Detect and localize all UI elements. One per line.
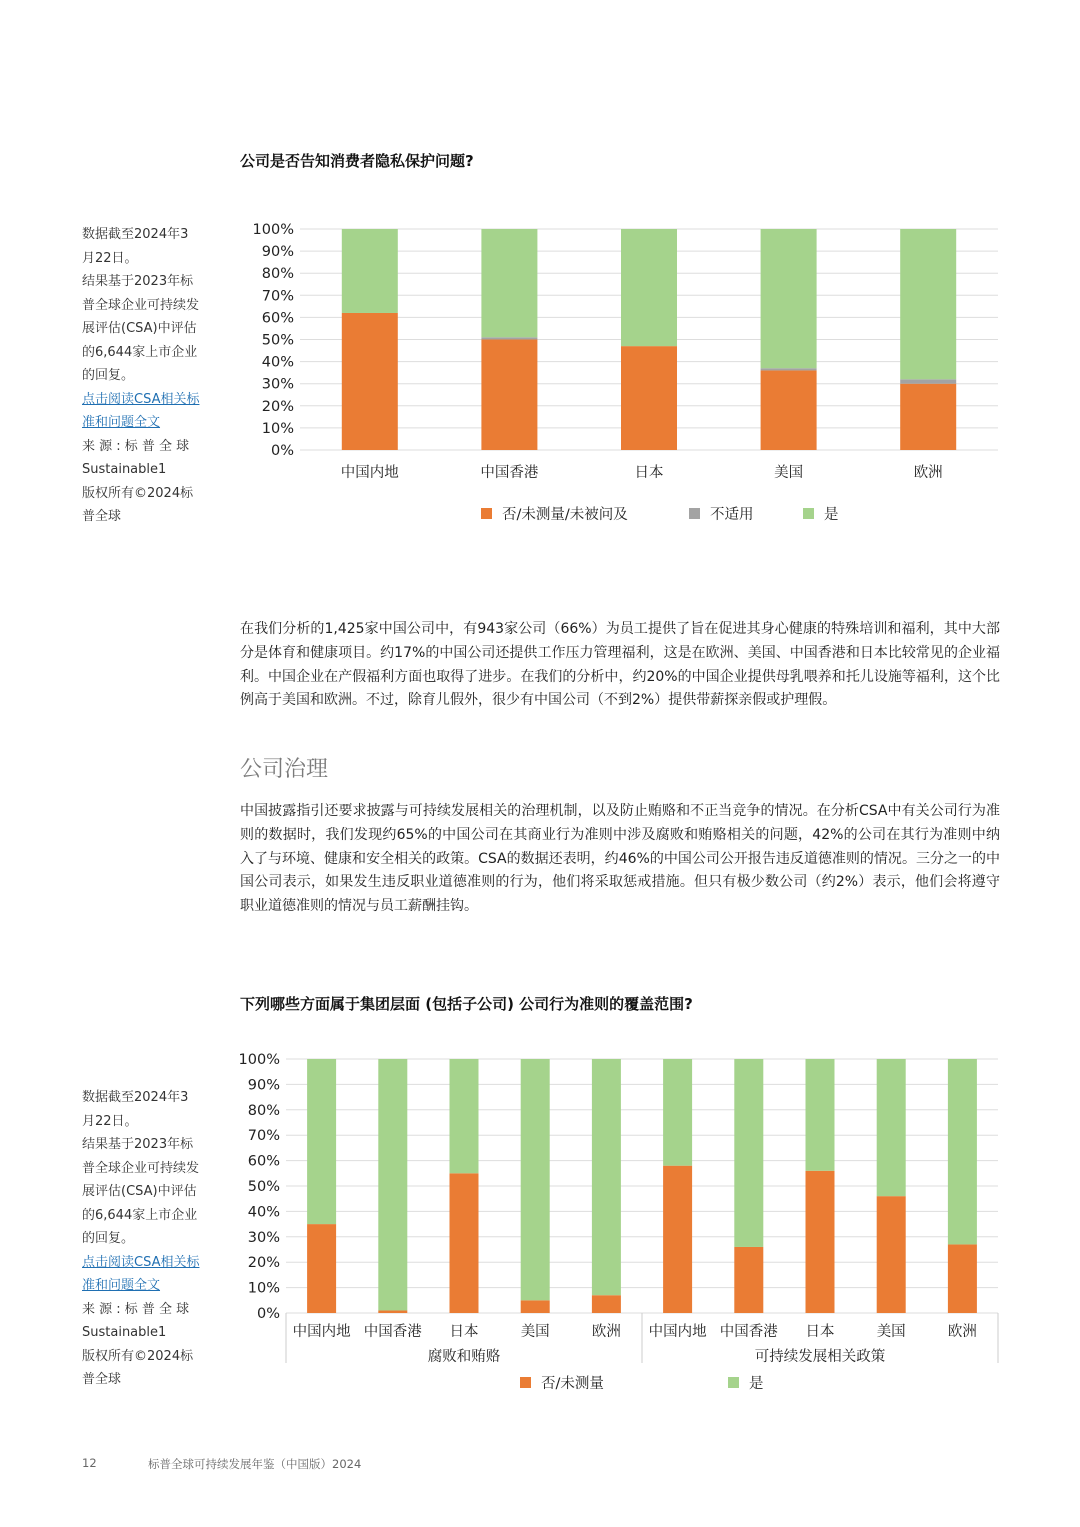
bar-segment (900, 229, 956, 379)
bar-segment (877, 1196, 906, 1313)
csa-standards-link[interactable]: 准和问题全文 (82, 415, 161, 430)
section-heading-governance: 公司治理 (240, 757, 329, 782)
x-category-label: 中国香港 (363, 1324, 422, 1340)
y-tick-label: 70% (247, 1128, 280, 1145)
csa-standards-link[interactable]: 点击阅读CSA相关标 (82, 1254, 200, 1270)
y-tick-label: 30% (261, 376, 294, 393)
legend-swatch (520, 1377, 531, 1388)
page-number: 12 (82, 1456, 97, 1470)
bar-segment (663, 1059, 692, 1166)
bar-segment (481, 340, 537, 451)
bar-segment (521, 1059, 550, 1300)
bar-segment (761, 370, 817, 450)
sidenote-source: Sustainable1 (82, 1325, 167, 1340)
sidenote-line: 数据截至2024年3 (82, 1090, 189, 1105)
sidenote-line: 数据截至2024年3 (82, 227, 189, 242)
legend-swatch (803, 508, 814, 519)
sidenote-line: 展评估(CSA)中评估 (82, 1184, 197, 1199)
x-category-label: 中国内地 (292, 1324, 351, 1340)
bar-segment (761, 229, 817, 368)
y-tick-label: 100% (238, 1052, 280, 1068)
legend-label: 否/未测量/未被问及 (502, 507, 628, 523)
bar-segment (378, 1310, 407, 1313)
y-tick-label: 100% (252, 222, 294, 238)
bar-segment (761, 368, 817, 370)
bar-segment (734, 1247, 763, 1313)
bar-segment (342, 229, 398, 313)
code-of-conduct-chart (0, 1030, 1080, 1410)
x-category-label: 欧洲 (591, 1324, 621, 1340)
y-tick-label: 40% (247, 1204, 280, 1221)
x-category-label: 日本 (634, 465, 664, 481)
bar-segment (621, 346, 677, 450)
bar-segment (450, 1173, 479, 1313)
y-tick-label: 0% (270, 443, 294, 459)
bar-segment (307, 1059, 336, 1224)
x-category-label: 美国 (520, 1324, 550, 1340)
x-category-label: 中国香港 (480, 465, 539, 481)
sidenote-source: 版权所有©2024标 (82, 485, 194, 501)
bar-segment (481, 337, 537, 339)
csa-standards-link[interactable]: 准和问题全文 (82, 1278, 161, 1293)
sidenote-line: 月22日。 (82, 250, 138, 266)
x-category-label: 日本 (449, 1324, 479, 1340)
x-category-label: 欧洲 (947, 1324, 977, 1340)
y-tick-label: 30% (247, 1229, 280, 1246)
y-tick-label: 10% (261, 420, 294, 437)
y-tick-label: 80% (247, 1102, 280, 1119)
bar-segment (948, 1244, 977, 1313)
x-category-label: 美国 (876, 1324, 906, 1340)
bar-segment (521, 1300, 550, 1313)
bar-segment (450, 1059, 479, 1173)
sidenote-line: 结果基于2023年标 (82, 1137, 194, 1152)
bar-segment (806, 1171, 835, 1313)
sidenote-line: 展评估(CSA)中评估 (82, 321, 197, 336)
x-group-label: 腐败和贿赂 (427, 1349, 501, 1365)
csa-standards-link[interactable]: 点击阅读CSA相关标 (82, 391, 200, 407)
bar-segment (621, 229, 677, 346)
bar-segment (481, 229, 537, 337)
y-tick-label: 80% (261, 266, 294, 283)
x-category-label: 中国内地 (648, 1324, 707, 1340)
sidenote-source: 来 源 : 标 普 全 球 (82, 438, 190, 454)
sidenote-source: 普全球 (82, 1372, 122, 1387)
y-tick-label: 50% (261, 332, 294, 349)
y-tick-label: 0% (256, 1306, 280, 1322)
x-category-label: 美国 (774, 465, 804, 481)
y-tick-label: 50% (247, 1179, 280, 1195)
sidenote-source: 来 源 : 标 普 全 球 (82, 1301, 190, 1317)
legend-swatch (689, 508, 700, 519)
bar-segment (663, 1166, 692, 1313)
bar-segment (734, 1059, 763, 1247)
y-tick-label: 60% (261, 310, 294, 327)
x-category-label: 中国内地 (340, 465, 399, 481)
x-group-label: 可持续发展相关政策 (754, 1349, 886, 1365)
y-tick-label: 20% (247, 1255, 280, 1272)
y-tick-label: 90% (261, 244, 294, 261)
legend-swatch (728, 1377, 739, 1388)
sidenote-line: 的回复。 (82, 368, 135, 383)
bar-segment (877, 1059, 906, 1196)
y-tick-label: 40% (261, 354, 294, 371)
y-tick-label: 70% (261, 288, 294, 305)
sidenote-line: 普全球企业可持续发 (82, 297, 200, 313)
legend-label: 否/未测量 (541, 1376, 604, 1392)
paragraph-text: 在我们分析的1,425家中国公司中，有943家公司（66%）为员工提供了旨在促进其身心健康的特殊培训和福利，其中大部分是体育和健康项目。约17%的中国公司还提供工作压力管理福利，这是在欧洲、美国、中国香港和日本比较常见的企业福利。中国企业在产假福利方面也取得了进步。在我们的分析中，约20%的中国企业提供母乳喂养和托儿设施等福利，这个比例高于美国和欧洲。不过，除育儿假外，很少有中国公司（不到2%）提供带薪探亲假或护理假。 (240, 621, 1000, 709)
y-tick-label: 60% (247, 1153, 280, 1170)
bar-segment (592, 1059, 621, 1295)
sidenote-source: 普全球 (82, 509, 122, 524)
chart2-title: 下列哪些方面属于集团层面 (包括子公司) 公司行为准则的覆盖范围? (240, 995, 693, 1013)
paragraph-governance (240, 800, 1000, 919)
y-tick-label: 20% (261, 398, 294, 415)
sidenote-line: 结果基于2023年标 (82, 274, 194, 289)
sidenote-line: 的6,644家上市企业 (82, 1207, 198, 1223)
x-category-label: 欧洲 (913, 465, 943, 481)
paragraph-employee-wellbeing (240, 618, 1000, 713)
legend-label: 是 (749, 1376, 764, 1392)
legend-label: 是 (824, 507, 839, 523)
y-tick-label: 10% (247, 1280, 280, 1297)
bar-segment (378, 1059, 407, 1310)
sidenote-line: 的回复。 (82, 1231, 135, 1246)
sidenote-line: 月22日。 (82, 1113, 138, 1129)
footer-publication: 标普全球可持续发展年鉴（中国版）2024 (148, 1457, 362, 1471)
y-tick-label: 90% (247, 1077, 280, 1094)
bar-segment (900, 384, 956, 450)
bar-segment (948, 1059, 977, 1244)
legend-label: 不适用 (710, 507, 754, 523)
legend-swatch (481, 508, 492, 519)
privacy-disclosure-chart (0, 0, 1080, 560)
sidenote-line: 的6,644家上市企业 (82, 344, 198, 360)
bar-segment (342, 313, 398, 450)
x-category-label: 中国香港 (719, 1324, 778, 1340)
x-category-label: 日本 (805, 1324, 835, 1340)
sidenote-source: Sustainable1 (82, 462, 167, 477)
sidenote-source: 版权所有©2024标 (82, 1348, 194, 1364)
paragraph-text: 中国披露指引还要求披露与可持续发展相关的治理机制，以及防止贿赂和不正当竞争的情况。在分析CSA中有关公司行为准则的数据时，我们发现约65%的中国公司在其商业行为准则中涉及腐败和贿赂相关的问题，42%的公司在其行为准则中纳入了与环境、健康和安全相关的政策。CSA的数据还表明，约46%的中国公司公开报告违反道德准则的情况。三分之一的中国公司表示，如果发生违反职业道德准则的行为，他们将采取惩戒措施。但只有极少数公司（约2%）表示，他们会将遵守职业道德准则的情况与员工薪酬挂钩。 (240, 803, 1000, 915)
bar-segment (900, 379, 956, 383)
bar-segment (592, 1295, 621, 1313)
bar-segment (307, 1224, 336, 1313)
bar-segment (806, 1059, 835, 1171)
sidenote-line: 普全球企业可持续发 (82, 1160, 200, 1176)
chart1-title: 公司是否告知消费者隐私保护问题? (240, 152, 474, 170)
